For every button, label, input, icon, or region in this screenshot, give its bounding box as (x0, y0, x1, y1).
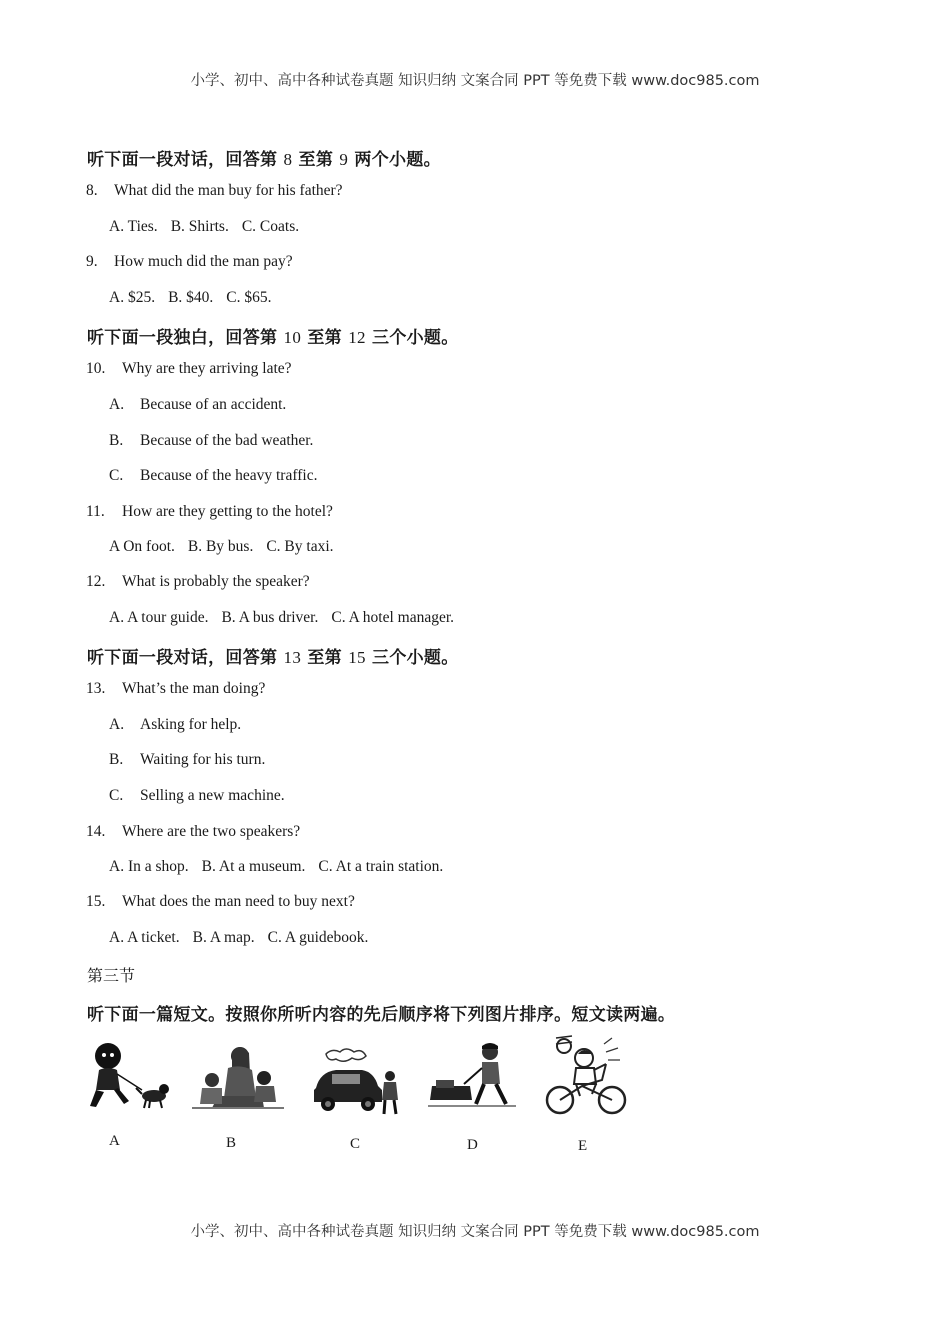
picture-a-boy-walking-dog (84, 1040, 176, 1112)
picture-c-washing-car (312, 1046, 404, 1118)
question-number: 15. (86, 893, 106, 910)
option-10-a (109, 396, 286, 414)
option-c: C. A hotel manager. (331, 609, 455, 626)
question-8 (86, 182, 343, 200)
page-footer: 小学、初中、高中各种试卷真题 知识归纳 文案合同 PPT 等免费下载 www.doc985.com (190, 1224, 760, 1240)
question-number: 10. (86, 360, 106, 377)
option-a: A On foot. (109, 538, 175, 555)
option-letter: C. (109, 467, 124, 484)
option-a: A. In a shop. (109, 858, 189, 875)
picture-label-b: B (226, 1135, 237, 1151)
option-letter: A. (109, 716, 125, 733)
option-text: Because of the bad weather. (140, 432, 314, 449)
options-12 (109, 609, 467, 627)
picture-label-a: A (109, 1133, 120, 1149)
question-text: What did the man buy for his father? (114, 182, 343, 199)
heading-post: 三个小题。 (365, 328, 459, 348)
option-c: C. At a train station. (318, 858, 444, 875)
picture-label-d: D (467, 1137, 478, 1153)
heading-num-end: 9 (339, 150, 349, 169)
question-text: Where are the two speakers? (122, 823, 301, 840)
option-letter: B. (109, 432, 124, 449)
option-text: Asking for help. (140, 716, 242, 733)
options-9 (109, 289, 285, 307)
picture-d-mowing-lawn (428, 1040, 516, 1112)
picture-b-mother-with-children (192, 1044, 284, 1114)
picture-label-c: C (350, 1136, 361, 1152)
option-b: B. By bus. (187, 538, 254, 555)
question-text: What is probably the speaker? (122, 573, 310, 590)
question-9 (86, 253, 293, 271)
option-c: C. $65. (226, 289, 272, 306)
option-a: A. $25. (109, 289, 156, 306)
heading-mid: 至第 (301, 328, 349, 348)
option-b: B. $40. (168, 289, 214, 306)
heading-post: 两个小题。 (348, 150, 441, 170)
option-letter: C. (109, 787, 124, 804)
option-text: Selling a new machine. (140, 787, 285, 804)
option-letter: B. (109, 751, 124, 768)
options-14 (109, 858, 456, 876)
option-a: A. A tour guide. (109, 609, 209, 626)
question-number: 9. (86, 253, 98, 270)
question-text: What does the man need to buy next? (122, 893, 355, 910)
heading-mid: 至第 (301, 648, 349, 668)
heading-pre: 听下面一段对话，回答第 (87, 150, 284, 170)
option-b: B. A map. (192, 929, 255, 946)
option-text: Because of an accident. (140, 396, 287, 413)
question-14 (86, 823, 300, 841)
question-13 (86, 680, 265, 698)
option-letter: A. (109, 396, 125, 413)
question-number: 13. (86, 680, 106, 697)
question-number: 14. (86, 823, 106, 840)
options-8 (109, 218, 312, 236)
question-text: How much did the man pay? (114, 253, 293, 270)
heading-num-start: 8 (283, 150, 293, 169)
question-11 (86, 503, 333, 521)
question-text: Why are they arriving late? (122, 360, 292, 377)
option-c: C. By taxi. (266, 538, 334, 555)
options-11 (109, 538, 347, 556)
option-text: Because of the heavy traffic. (140, 467, 318, 484)
heading-num-start: 10 (283, 328, 302, 347)
option-b: B. A bus driver. (221, 609, 319, 626)
heading-mid: 至第 (292, 150, 340, 170)
option-c: C. A guidebook. (267, 929, 369, 946)
heading-pre: 听下面一段对话，回答第 (87, 648, 284, 668)
option-a: A. Ties. (109, 218, 158, 235)
picture-e-riding-bike (542, 1034, 632, 1118)
picture-label-e: E (578, 1138, 588, 1154)
question-number: 11. (86, 503, 105, 520)
option-b: B. Shirts. (170, 218, 229, 235)
heading-num-start: 13 (283, 648, 302, 667)
option-13-c (109, 787, 285, 805)
option-text: Waiting for his turn. (140, 751, 266, 768)
question-15 (86, 893, 355, 911)
option-10-c (109, 467, 317, 485)
heading-num-end: 15 (348, 648, 366, 667)
question-text: What’s the man doing? (122, 680, 266, 697)
heading-num-end: 12 (348, 328, 366, 347)
question-number: 8. (86, 182, 98, 199)
section-heading-10-12 (87, 323, 459, 348)
option-13-b (109, 751, 265, 769)
option-b: B. At a museum. (201, 858, 306, 875)
question-12 (86, 573, 310, 591)
heading-pre: 听下面一段独白，回答第 (87, 328, 284, 348)
part-three-instruction: 听下面一篇短文。按照你所听内容的先后顺序将下列图片排序。短文读两遍。 (87, 1005, 676, 1025)
option-a: A. A ticket. (109, 929, 180, 946)
question-10 (86, 360, 292, 378)
option-10-b (109, 432, 313, 450)
part-three-title: 第三节 (87, 966, 136, 985)
option-13-a (109, 716, 241, 734)
options-15 (109, 929, 381, 947)
section-heading-8-9 (87, 145, 441, 170)
section-heading-13-15 (87, 643, 459, 668)
question-text: How are they getting to the hotel? (122, 503, 333, 520)
question-number: 12. (86, 573, 106, 590)
heading-post: 三个小题。 (365, 648, 459, 668)
option-c: C. Coats. (241, 218, 300, 235)
page-header: 小学、初中、高中各种试卷真题 知识归纳 文案合同 PPT 等免费下载 www.doc985.com (190, 73, 760, 89)
